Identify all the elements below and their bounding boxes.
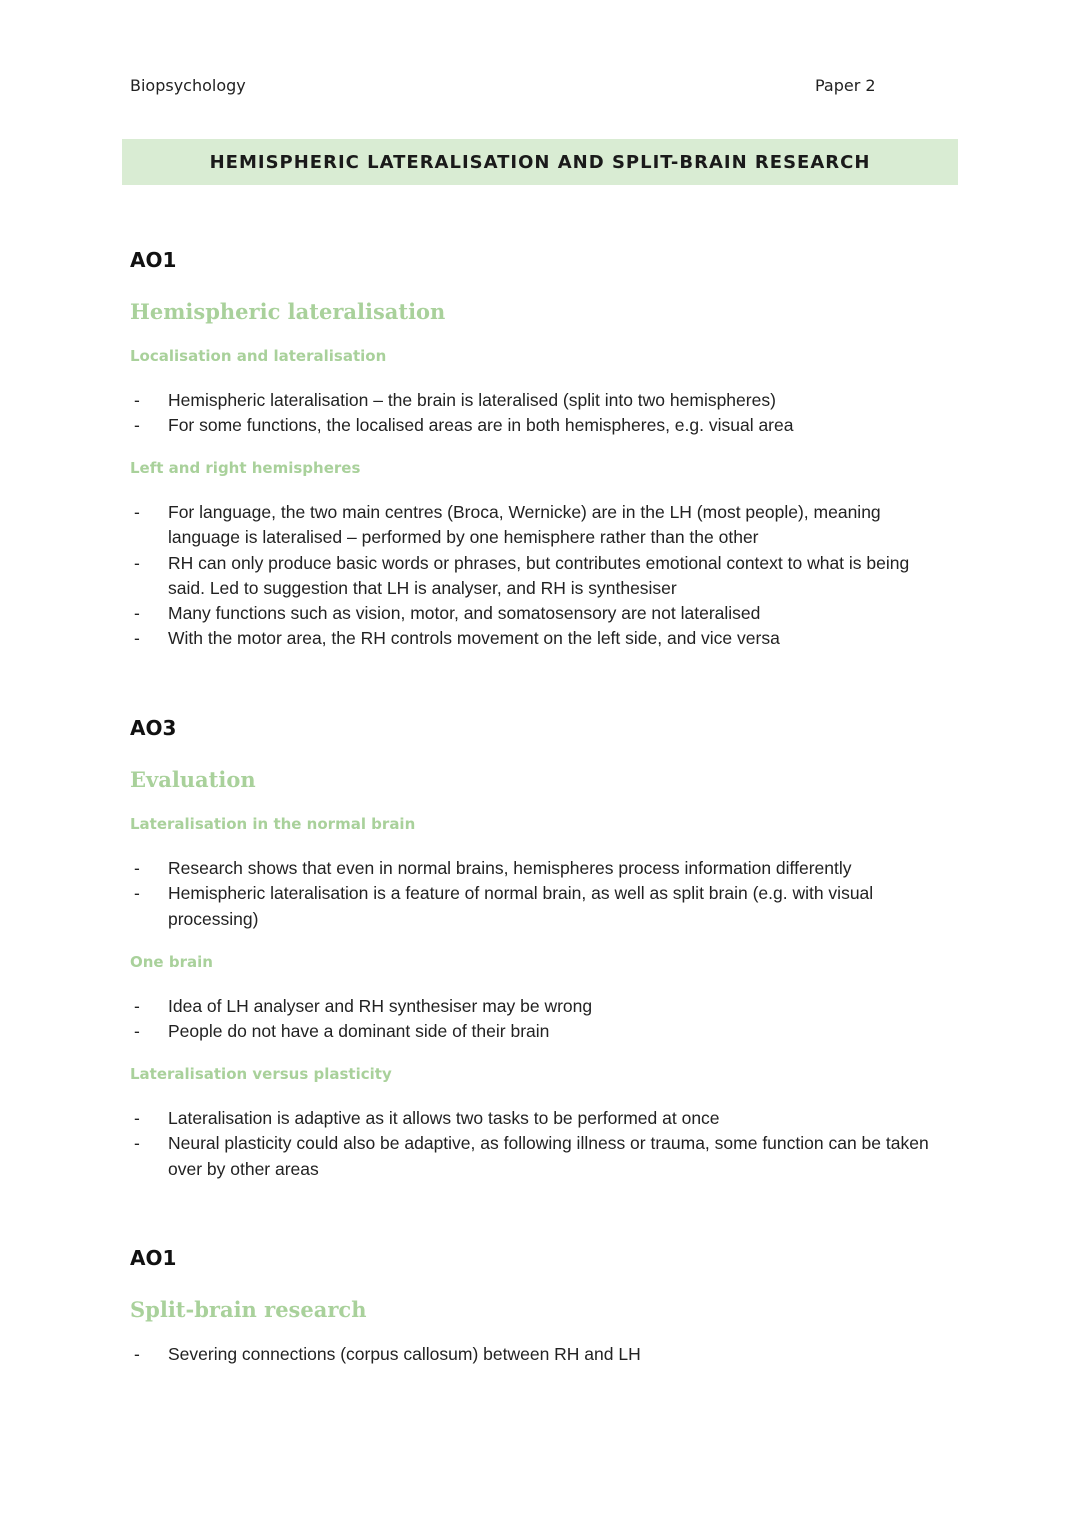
subsection-title: Left and right hemispheres bbox=[130, 459, 361, 477]
list-item: - Neural plasticity could also be adaptive, as following illness or trauma, some function can be taken over by other areas bbox=[130, 1131, 940, 1182]
section-heading: Evaluation bbox=[130, 767, 256, 792]
list-item: - Severing connections (corpus callosum) between RH and LH bbox=[130, 1342, 940, 1367]
subsection-title: Localisation and lateralisation bbox=[130, 347, 387, 365]
list-item: - Lateralisation is adaptive as it allows two tasks to be performed at once bbox=[130, 1106, 940, 1131]
list-item: - With the motor area, the RH controls movement on the left side, and vice versa bbox=[130, 626, 940, 651]
bullet-list bbox=[130, 1106, 940, 1182]
header-subject: Biopsychology bbox=[130, 76, 246, 95]
list-item: - Idea of LH analyser and RH synthesiser may be wrong bbox=[130, 994, 940, 1019]
subsection-title: One brain bbox=[130, 953, 213, 971]
subsection-title: Lateralisation in the normal brain bbox=[130, 815, 416, 833]
bullet-list bbox=[130, 500, 940, 652]
bullet-list bbox=[130, 1342, 940, 1367]
list-item: - People do not have a dominant side of their brain bbox=[130, 1019, 940, 1044]
list-item: - Many functions such as vision, motor, and somatosensory are not lateralised bbox=[130, 601, 940, 626]
list-item: - For language, the two main centres (Broca, Wernicke) are in the LH (most people), meaning language is lateralised – performed by one hemisphere rather than the other bbox=[130, 500, 940, 551]
list-item: - Hemispheric lateralisation is a feature of normal brain, as well as split brain (e.g. with visual processing) bbox=[130, 881, 940, 932]
list-item: - Hemispheric lateralisation – the brain is lateralised (split into two hemispheres) bbox=[130, 388, 940, 413]
section-heading: Split-brain research bbox=[130, 1297, 367, 1322]
page-title: HEMISPHERIC LATERALISATION AND SPLIT-BRAIN RESEARCH bbox=[209, 151, 871, 173]
section-ao-label: AO1 bbox=[130, 1246, 177, 1270]
bullet-list bbox=[130, 856, 940, 932]
bullet-list bbox=[130, 388, 940, 439]
section-ao-label: AO3 bbox=[130, 716, 177, 740]
list-item: - Research shows that even in normal brains, hemispheres process information differently bbox=[130, 856, 940, 881]
list-item: - RH can only produce basic words or phrases, but contributes emotional context to what is being said. Led to suggestion that LH is analyser, and RH is synthesiser bbox=[130, 551, 940, 602]
subsection-title: Lateralisation versus plasticity bbox=[130, 1065, 392, 1083]
section-ao-label: AO1 bbox=[130, 248, 177, 272]
section-heading: Hemispheric lateralisation bbox=[130, 299, 446, 324]
header-paper: Paper 2 bbox=[815, 76, 876, 95]
list-item: - For some functions, the localised areas are in both hemispheres, e.g. visual area bbox=[130, 413, 940, 438]
title-banner bbox=[122, 139, 958, 185]
bullet-list bbox=[130, 994, 940, 1045]
